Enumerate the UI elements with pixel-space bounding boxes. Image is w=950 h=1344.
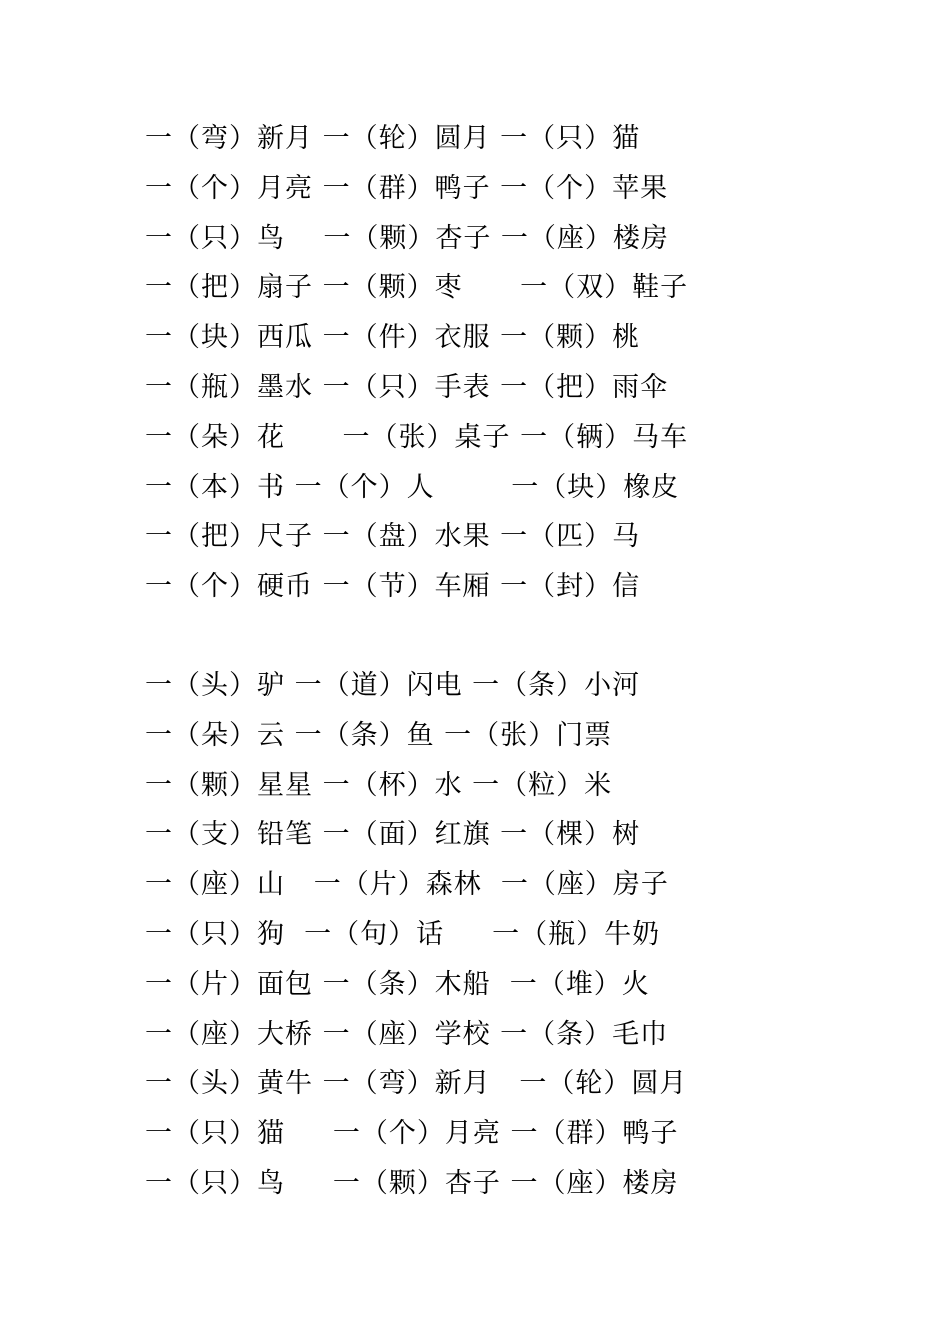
text-line: 一（只）猫 一（个）月亮 一（群）鸭子 bbox=[145, 1118, 679, 1150]
text-line: 一（颗）星星 一（杯）水 一（粒）米 bbox=[145, 769, 613, 801]
text-line: 一（朵）花 一（张）桌子 一（辆）马车 bbox=[145, 421, 689, 453]
measure-word-list-1 bbox=[145, 114, 905, 612]
text-line: 一（座）大桥 一（座）学校 一（条）毛巾 bbox=[145, 1018, 669, 1050]
text-line: 一（个）硬币 一（节）车厢 一（封）信 bbox=[145, 571, 641, 603]
text-line: 一（弯）新月 一（轮）圆月 一（只）猫 bbox=[145, 123, 641, 154]
text-line: 一（头）黄牛 一（弯）新月 一（轮）圆月 bbox=[145, 1068, 688, 1100]
text-line: 一（只）鸟 一（颗）杏子 一（座）楼房 bbox=[145, 1167, 679, 1199]
text-line: 一（片）面包 一（条）木船 一（堆）火 bbox=[145, 968, 650, 1000]
text-line: 一（座）山 一（片）森林 一（座）房子 bbox=[145, 869, 669, 901]
text-line: 一（支）铅笔 一（面）红旗 一（棵）树 bbox=[145, 819, 641, 851]
text-line: 一（只）狗 一（句）话 一（瓶）牛奶 bbox=[145, 918, 661, 950]
text-line: 一（把）尺子 一（盘）水果 一（匹）马 bbox=[145, 521, 641, 553]
text-line: 一（瓶）墨水 一（只）手表 一（把）雨伞 bbox=[145, 371, 669, 403]
text-line: 一（把）扇子 一（颗）枣 一（双）鞋子 bbox=[145, 272, 689, 304]
text-line: 一（本）书 一（个）人 一（块）橡皮 bbox=[145, 471, 680, 503]
text-line: 一（头）驴 一（道）闪电 一（条）小河 bbox=[145, 670, 641, 701]
text-line: 一（块）西瓜 一（件）衣服 一（颗）桃 bbox=[145, 322, 641, 354]
measure-word-list-2 bbox=[145, 661, 905, 1209]
text-line: 一（只）鸟 一（颗）杏子 一（座）楼房 bbox=[145, 222, 669, 254]
text-line: 一（个）月亮 一（群）鸭子 一（个）苹果 bbox=[145, 172, 669, 204]
text-line: 一（朵）云 一（条）鱼 一（张）门票 bbox=[145, 719, 613, 751]
